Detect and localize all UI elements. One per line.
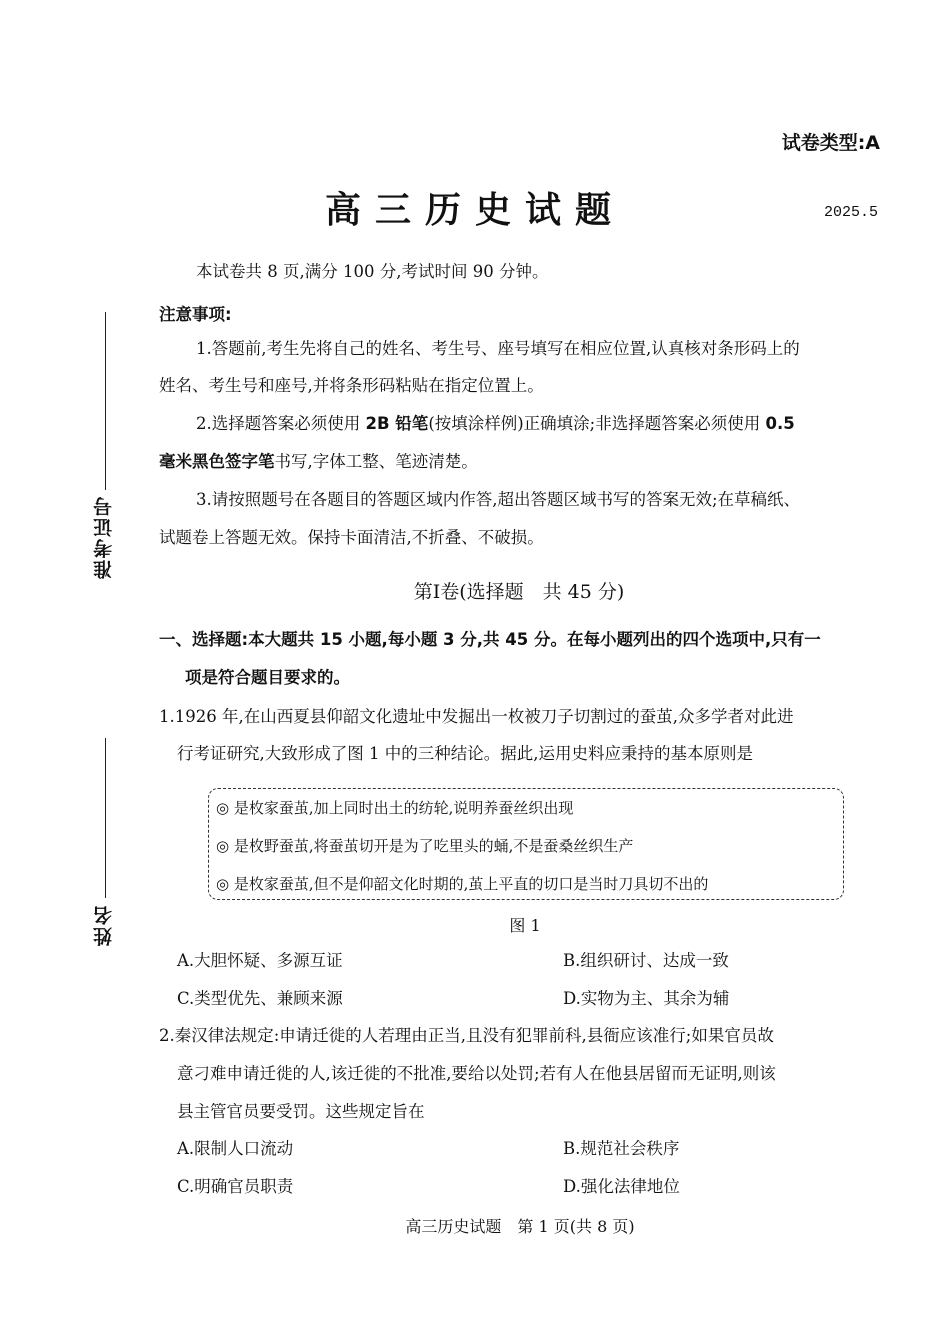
question-2-option-d: D.强化法律地位 — [563, 1177, 680, 1196]
notice-item-2-pencil: 2B 铅笔 — [365, 414, 429, 433]
notice-item-2-size: 0.5 — [765, 414, 795, 433]
exam-id-fill-line — [105, 312, 106, 490]
notice-heading: 注意事项: — [159, 305, 232, 324]
paper-type: 试卷类型:A — [781, 132, 880, 154]
notice-item-2-pre: 2.选择题答案必须使用 — [196, 414, 366, 433]
question-2-option-c: C.明确官员职责 — [177, 1177, 294, 1196]
part-instructions-line-2: 项是符合题目要求的。 — [185, 668, 350, 687]
section-heading: 第Ⅰ卷(选择题 共 45 分) — [413, 581, 625, 603]
question-1-option-b: B.组织研讨、达成一致 — [563, 951, 729, 970]
figure-1-conclusion-1: ◎ 是枚家蚕茧,加上同时出土的纺轮,说明养蚕丝织出现 — [216, 799, 574, 817]
notice-item-2-line-1 — [196, 414, 795, 433]
question-1-line-2: 行考证研究,大致形成了图 1 中的三种结论。据此,运用史料应秉持的基本原则是 — [177, 744, 753, 763]
question-2-line-1: 2.秦汉律法规定:申请迁徙的人若理由正当,且没有犯罪前科,县衙应该准行;如果官员故 — [159, 1026, 774, 1045]
part-instructions-line-1: 一、选择题:本大题共 15 小题,每小题 3 分,共 45 分。在每小题列出的四个选项中,只有一 — [159, 630, 821, 649]
notice-item-3-line-2: 试题卷上答题无效。保持卡面清洁,不折叠、不破损。 — [159, 528, 544, 547]
intro-text: 本试卷共 8 页,满分 100 分,考试时间 90 分钟。 — [196, 262, 549, 281]
notice-item-2-pen: 毫米黑色签字笔 — [159, 452, 275, 471]
question-1-option-a: A.大胆怀疑、多源互证 — [177, 951, 343, 970]
page-title: 高三历史试题 — [324, 189, 625, 231]
question-1-option-c: C.类型优先、兼顾来源 — [177, 989, 343, 1008]
question-1-option-d: D.实物为主、其余为辅 — [563, 989, 730, 1008]
notice-item-1-line-1: 1.答题前,考生先将自己的姓名、考生号、座号填写在相应位置,认真核对条形码上的 — [196, 339, 800, 358]
question-2-option-b: B.规范社会秩序 — [563, 1139, 680, 1158]
notice-item-2-line-2 — [159, 452, 478, 471]
question-2-line-2: 意刁难申请迁徙的人,该迁徙的不批准,要给以处罚;若有人在他县居留而无证明,则该 — [177, 1064, 776, 1083]
exam-id-label: 准考证号 — [93, 495, 115, 579]
name-label: 姓名 — [93, 904, 115, 946]
question-2-option-a: A.限制人口流动 — [177, 1139, 294, 1158]
page-footer: 高三历史试题 第 1 页(共 8 页) — [405, 1217, 635, 1236]
notice-item-2-mid: (按填涂样例)正确填涂;非选择题答案必须使用 — [428, 414, 766, 433]
question-1-line-1: 1.1926 年,在山西夏县仰韶文化遗址中发掘出一枚被刀子切割过的蚕茧,众多学者对此进 — [159, 707, 794, 726]
notice-item-2-rest: 书写,字体工整、笔迹清楚。 — [274, 452, 478, 471]
figure-1-caption: 图 1 — [509, 916, 541, 935]
notice-item-1-line-2: 姓名、考生号和座号,并将条形码粘贴在指定位置上。 — [159, 376, 544, 395]
notice-item-3-line-1: 3.请按照题号在各题目的答题区域内作答,超出答题区域书写的答案无效;在草稿纸、 — [196, 490, 801, 509]
name-fill-line — [105, 738, 106, 898]
figure-1-conclusion-3: ◎ 是枚家蚕茧,但不是仰韶文化时期的,茧上平直的切口是当时刀具切不出的 — [216, 875, 709, 893]
exam-date: 2025.5 — [823, 204, 878, 221]
question-2-line-3: 县主管官员要受罚。这些规定旨在 — [177, 1102, 425, 1121]
figure-1-conclusion-2: ◎ 是枚野蚕茧,将蚕茧切开是为了吃里头的蛹,不是蚕桑丝织生产 — [216, 837, 634, 855]
